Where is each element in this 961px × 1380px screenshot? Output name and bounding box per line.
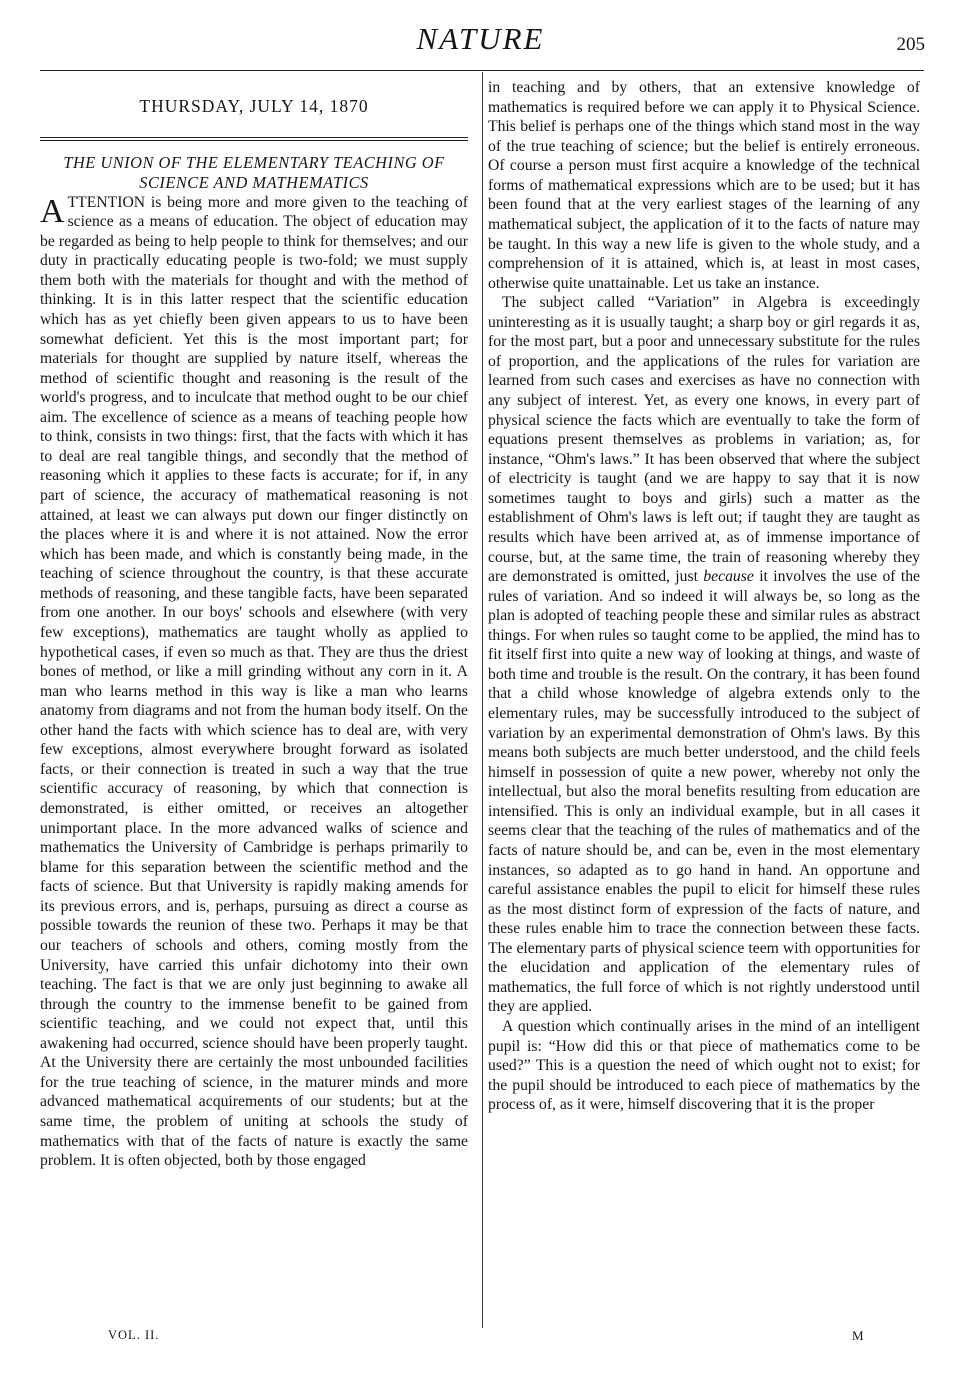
journal-title: NATURE [416,21,545,56]
article-title: THE UNION OF THE ELEMENTARY TEACHING OF SCIENCE AND MATHEMATICS [63,152,445,192]
emphasis: because [703,568,754,586]
drop-cap: A [40,192,65,230]
column-divider [482,72,483,1328]
article-paragraph: A question which continually arises in the mind of an intelligent pupil is: “How did this or that piece of mathematics come to be used?” This is a question the need of which ought not to exist; for the pupil should be introduced to each piece of mathematics by the process of, as it were, himself discovering that it is the proper [488,1018,920,1114]
page-number: 205 [896,34,925,55]
paragraph-text: it involves the use of the rules of variation. And so indeed it will always be, so long as the plan is adopted of teaching people these and similar rules as abstract things. For when rules so taught come to be applied, the mind has to fit itself first into quite a new way of looking at things, and waste of both time and trouble is the result. On the contrary, it has been found that a child whose knowledge of algebra extends only to the elementary rules, may be successfully introduced to the subject of variation by an experimental demonstration of Ohm's laws. By this means both subjects are much better understood, and the child feels himself in possession of quite a new power, whereby not only the intellectual, but also the moral benefits resulting from education are intensified. This is only an individual example, but in all cases it seems clear that the teaching of the rules of mathematics and of the facts of nature should be, and can be, even in the most elementary instances, so adapted as to go hand in hand. An opportune and careful assistance enables the pupil to elicit for himself these rules as the most distinct form of expression of the facts of nature, and these rules enable him to trace the connection between these facts. The elementary parts of physical science teem with opportunities for the elucidation and application of the elementary rules of mathematics, the full force of which is not rightly understood until they are applied. [488,568,921,1016]
paragraph-text: TTENTION is being more and more given to the teaching of science as a means of education. The object of education may be regarded as being to help people to think for themselves; and our duty in practically educating people is two-fold; we must supply them both with the materials for thought and with the method of thinking. It is in this latter respect that the scientific education which has as yet chiefly been given appears to us to have been somewhat deficient. Yet this is the most important part; for materials for thought are supplied by nature itself, whereas the method of scientific thought and reasoning is the result of the world's progress, and to inculcate that method ought to be our chief aim. The excellence of science as a means of teaching people how to think, consists in two things: first, that the facts with which it has to deal are real tangible things, and secondly that the method of reasoning which it applies to these facts is accurate; for if, in any part of science, the accuracy of mathematical reasoning is not attained, at least we can always put down our finger distinctly on the places where it is and where it is not attained. Now the error which has been made, and which is constantly being made, in the teaching of science throughout the country, is that these accurate methods of reasoning, and these tangible facts, have been separated from one another. In our boys' schools and elsewhere (with very few exceptions), mathematics are taught wholly as applied to hypothetical cases, if even so much as that. They are thus the driest bones of method, or like a mill grinding without any corn in it. A man who learns method in this way is like a man who learns anatomy from diagrams and not from the human body itself. On the other hand the facts with which science has to deal are, with very few exceptions, almost everywhere brought forward as isolated facts, or their connection is treated in such a way that the true scientific accuracy of reasoning, by which that connection is demonstrated, is either omitted, or receives an altogether unimportant place. In the more advanced walks of science and mathematics the University of Cambridge is perhaps primarily to blame for this separation between the scientific method and the facts of science. But that University is rapidly making amends for its previous errors, and is, perhaps, pursuing as direct a course as possible towards the reunion of these two. Perhaps it may be that our teachers of schools and others, coming mostly from the University, have carried this unfair dichotomy into their own teaching. The fact is that we are only just beginning to awake all through the country to the immense benefit to be gained from scientific teaching, and we could not expect that, until this awakening had occurred, science should have been properly taught. At the University there are certainly the most unbounded facilities for the true teaching of science, in the maturer minds and more advanced mathematical acquirements of our students; but at the same time, the problem of uniting at schools the study of mathematics with that of the facts of nature is exactly the same problem. It is often objected, both by those engaged [40,193,468,1170]
volume-label: VOL. II. [108,1328,160,1342]
signature-mark: M [852,1328,864,1343]
article-paragraph: in teaching and by others, that an extensive knowledge of mathematics is required before we can apply it to Physical Science. This belief is perhaps one of the things which stand most in the way of the true teaching of science; but the belief is entirely erroneous. Of course a person must first acquire a knowledge of the technical forms of mathematical expressions which are to be used; but it has been found that at the very earliest stages of the learning of any mathematical subject, the application of it to the facts of nature may be taught. In this way a new life is given to the whole study, and a comprehension of it is attained, which is, at least in most cases, otherwise quite unattainable. Let us take an instance. [488,79,920,292]
paragraph-text: The subject called “Variation” in Algebra is exceedingly uninteresting as it is usually taught; a sharp boy or girl regards it as, for the most part, but a poor and unnecessary substitute for the rules of proportion, and the applications of the rules for variation are learned from such cases and exercises as have no connection with any subject of interest. Yet, as every one knows, in every part of physical science the facts which are eventually to take the form of equations present themselves as problems in variation; as, for instance, “Ohm's laws.” It has been observed that where the subject of electricity is taught (and we are happy to say that it is now sometimes taught to boys and girls) such a matter as the establishment of Ohm's laws is left out; if taught they are taught as results which have been arrived at, as of immense importance of course, but, at the same time, the train of reasoning whereby they are demonstrated is omitted, just [488,294,920,586]
header-rule [40,70,924,71]
left-column [40,80,468,1171]
article-paragraph [488,293,920,1017]
right-column [488,78,920,1115]
double-rule [40,137,468,141]
article-paragraph [40,193,468,1171]
issue-date: THURSDAY, JULY 14, 1870 [139,96,369,116]
